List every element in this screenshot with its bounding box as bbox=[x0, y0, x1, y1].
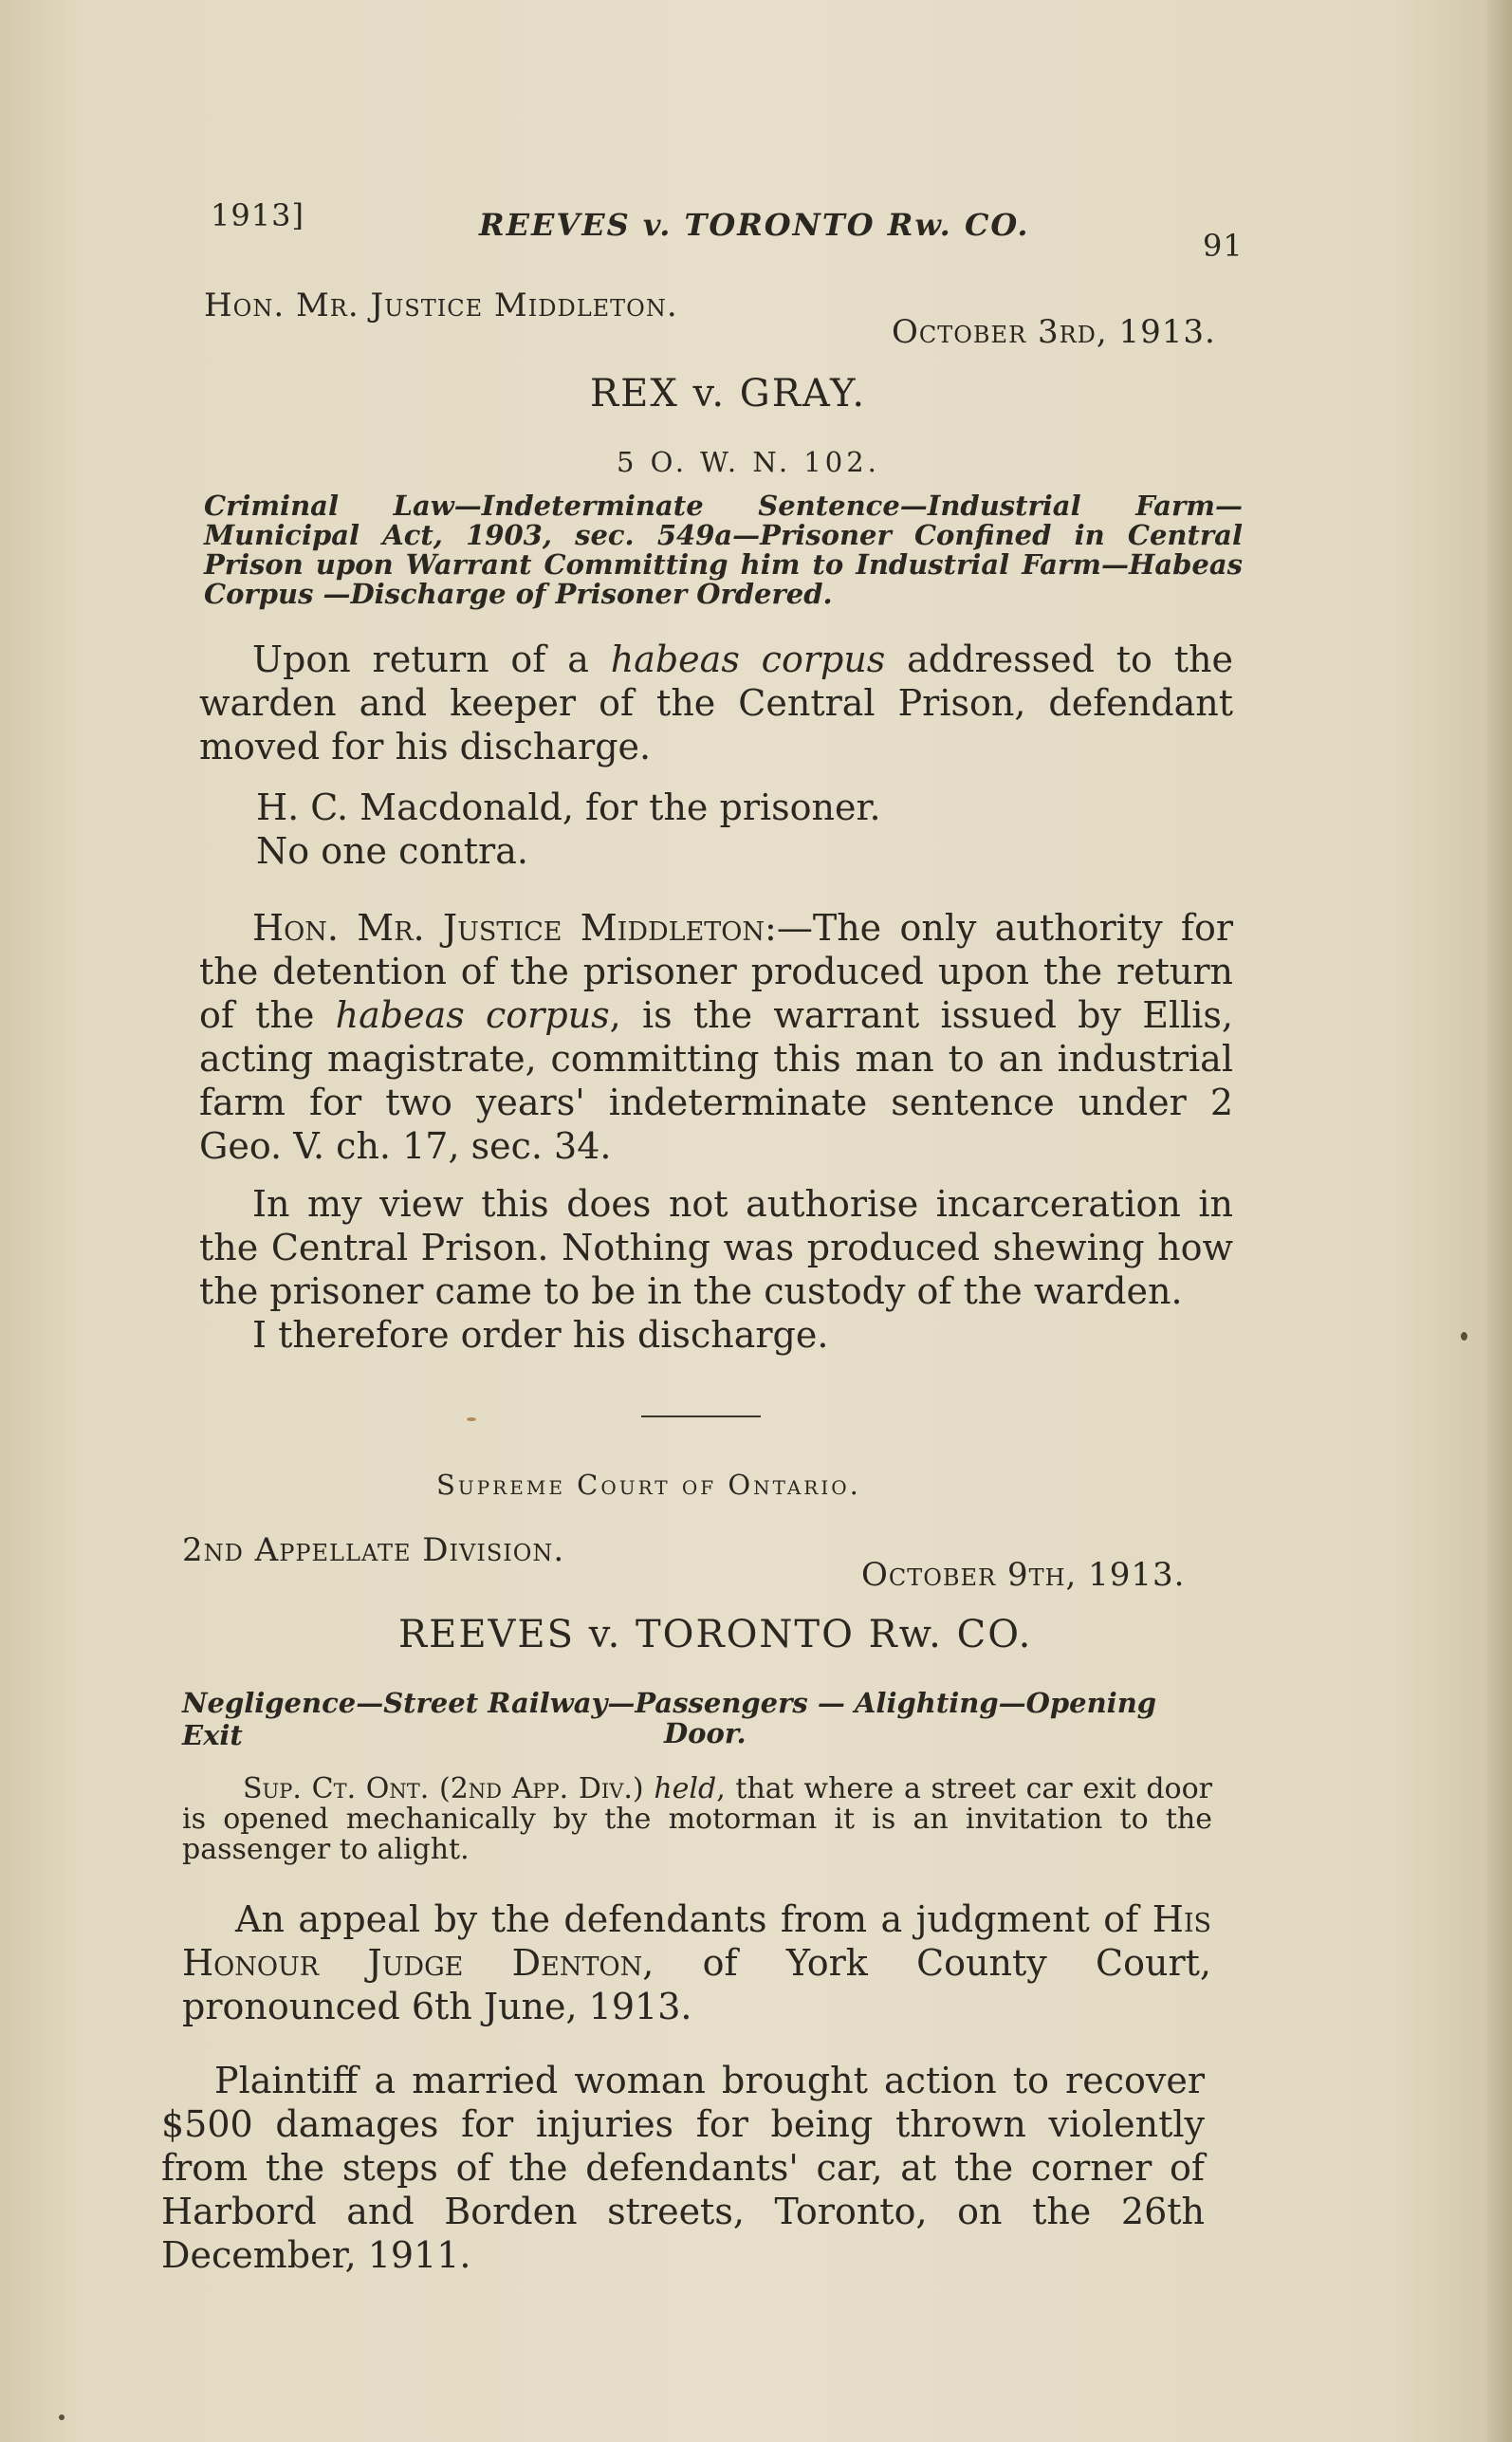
citation: 5 O. W. N. 102. bbox=[617, 446, 880, 478]
case-title-2: REEVES v. TORONTO Rw. CO. bbox=[398, 1613, 1033, 1656]
case-title: REX v. GRAY. bbox=[590, 372, 867, 416]
paragraph-order: I therefore order his discharge. bbox=[252, 1314, 829, 1356]
decision-date: October 3rd, 1913. bbox=[892, 313, 1216, 351]
paragraph-facts: Plaintiff a married woman brought action to recover $500 damages for injuries for being thrown violently from the steps of the defendants' car, at the corner of Harbord and Borden streets, Toronto, on the 26th December, 1911. bbox=[161, 2060, 1205, 2276]
page-number: 91 bbox=[1203, 228, 1244, 264]
paragraph-appeal: An appeal by the defendants from a judgment of His Honour Judge Denton, of York County Court, pronounced 6th June, 1913. bbox=[182, 1898, 1211, 2027]
paragraph-motion: Upon return of a habeas corpus addressed to the warden and keeper of the Central Prison, defendant moved for his discharge. bbox=[199, 638, 1233, 768]
running-head-title: REEVES v. TORONTO Rw. CO. bbox=[479, 207, 1030, 243]
counsel-line: H. C. Macdonald, for the prisoner. bbox=[256, 786, 881, 828]
paper-speck bbox=[467, 1417, 476, 1421]
paragraph-view: In my view this does not authorise incarceration in the Central Prison. Nothing was produced shewing how the prisoner came to be in the custody of the warden. bbox=[199, 1183, 1233, 1312]
court-heading: Supreme Court of Ontario. bbox=[436, 1469, 861, 1501]
headnote-2-line2: Door. bbox=[664, 1717, 747, 1749]
paragraph-judgment: Hon. Mr. Justice Middleton:—The only authority for the detention of the prisoner produced upon the return of the habeas corpus, is the warrant issued by Ellis, acting magistrate, committing this man to an industrial farm for two years' indeterminate sentence under 2 Geo. V. ch. 17, sec. 34. bbox=[199, 907, 1233, 1167]
headnote-2-line1: Negligence—Street Railway—Passengers — Alighting—Opening Exit bbox=[182, 1687, 1157, 1751]
division-line: 2nd Appellate Division. bbox=[182, 1531, 565, 1569]
appeal-date: October 9th, 1913. bbox=[861, 1556, 1186, 1594]
judge-line: Hon. Mr. Justice Middleton. bbox=[204, 287, 678, 324]
paper-speck bbox=[1461, 1332, 1467, 1341]
headnote: Criminal Law—Indeterminate Sentence—Industrial Farm—Municipal Act, 1903, sec. 549a—Prisoner Confined in Central Prison upon Warrant Committing him to Industrial Farm—Habeas Corpus —Discharge of Prisoner Ordered. bbox=[204, 490, 1243, 610]
contra-line: No one contra. bbox=[256, 830, 528, 872]
paper-speck bbox=[59, 2414, 65, 2420]
page-edge bbox=[1487, 0, 1512, 2442]
holding: Sup. Ct. Ont. (2nd App. Div.) held, that where a street car exit door is opened mechanically by the motorman it is an invitation to the passenger to alight. bbox=[182, 1772, 1212, 1866]
running-head-year: 1913] bbox=[211, 197, 304, 233]
section-divider bbox=[641, 1415, 761, 1417]
